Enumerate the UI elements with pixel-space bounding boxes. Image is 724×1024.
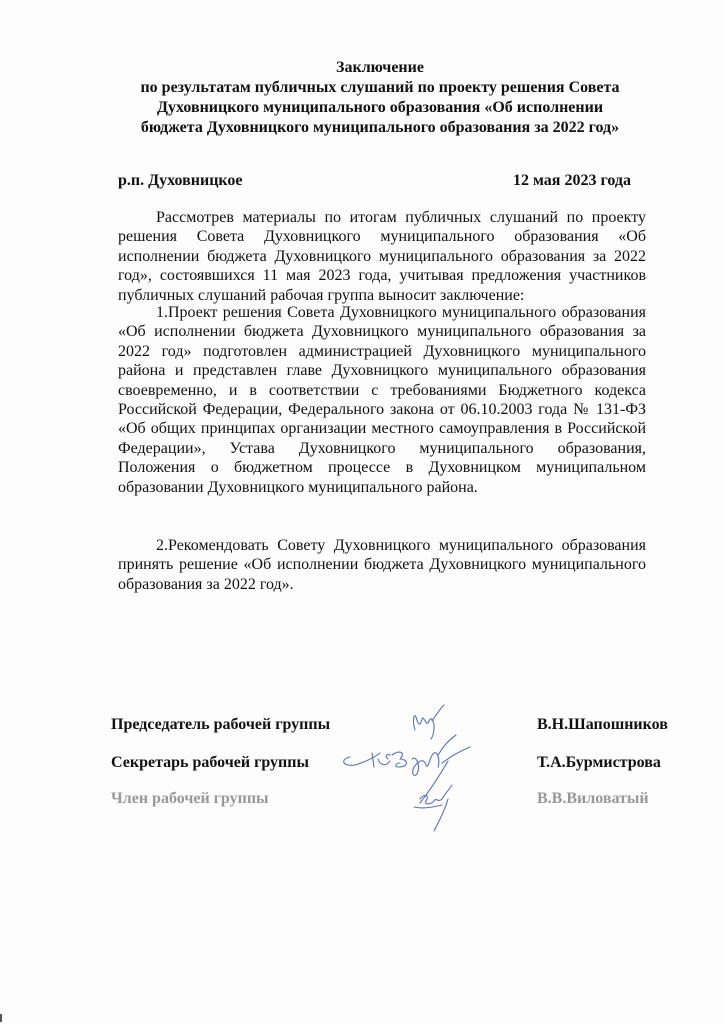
signatory-name: В.В.Виловатый (537, 790, 649, 807)
paragraph-item-2 (118, 536, 646, 594)
signatory-role: Член рабочей группы (111, 790, 269, 807)
paragraph-item-1 (118, 303, 646, 497)
handwritten-signatures (330, 695, 500, 835)
paragraph-intro (118, 208, 646, 305)
signatory-name: Т.А.Бурмистрова (537, 754, 661, 771)
title-line: бюджета Духовницкого муниципального образования за 2022 год» (140, 119, 620, 136)
title-line: по результатам публичных слушаний по проекту решения Совета (140, 79, 620, 96)
paragraph-text: 2.Рекомендовать Совету Духовницкого муниципального образования принять решение «Об исполнении бюджета Духовницкого муниципального образования за 2022 год». (118, 537, 646, 593)
document-title (100, 58, 660, 138)
signatory-role: Секретарь рабочей группы (111, 754, 309, 771)
signature-chairman (413, 705, 444, 739)
paragraph-text: 1.Проект решения Совета Духовницкого муниципального образования «Об исполнении бюджета Духовницкого муниципального образования за 2022 год» подготовлен администрацией Духовницкого муниципального района и представлен главе Духовницкого муниципального образования своевременно, и в соответствии с требованиями Бюджетного кодекса Российской Федерации, Федерального закона от 06.10.2003 года № 131-ФЗ «Об общих принципах организации местного самоуправления в Российской Федерации», Устава Духовницкого муниципального образования, Положения о бюджетном процессе в Духовницком муниципальном образовании Духовницкого муниципального района. (118, 304, 646, 496)
signature-secretary (344, 735, 470, 803)
title-heading: Заключение (336, 59, 424, 76)
paragraph-text: Рассмотрев материалы по итогам публичных слушаний по проекту решения Совета Духовницкого муниципального образования «Об исполнении бюджета Духовницкого муниципального образования за 2022 год», состоявшихся 11 мая 2023 года, учитывая предложения участников публичных слушаний рабочая группа выносит заключение: (118, 209, 646, 304)
signatory-role: Председатель рабочей группы (111, 716, 331, 733)
title-line: Духовницкого муниципального образования «Об исполнении (156, 99, 604, 116)
signatory-name: В.Н.Шапошников (537, 716, 668, 733)
signature-member (414, 785, 452, 831)
document-date: 12 мая 2023 года (513, 172, 631, 189)
scan-mark (0, 1014, 2, 1022)
document-place: р.п. Духовницкое (118, 172, 243, 189)
